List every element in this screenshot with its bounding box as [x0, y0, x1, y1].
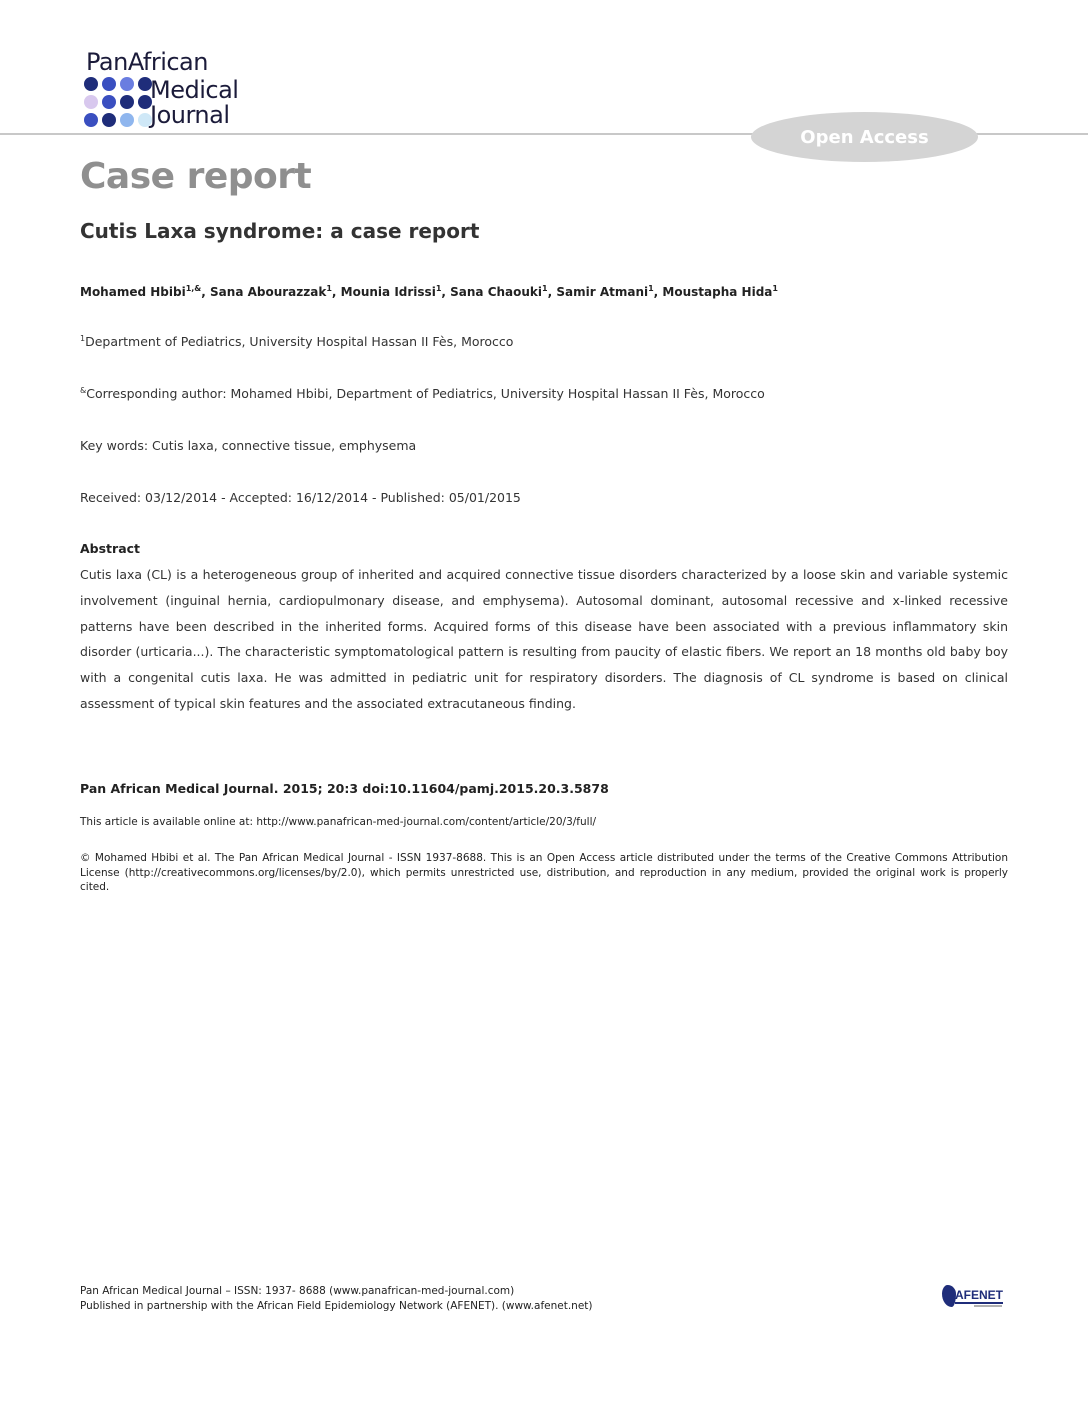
afenet-tagline-mark: [974, 1305, 1002, 1307]
author-affiliation-marker: 1: [648, 284, 654, 293]
author-name: Sana Chaouki: [450, 285, 543, 299]
logo-dot: [120, 95, 134, 109]
logo-dot: [84, 113, 98, 127]
author-name: Samir Atmani: [556, 285, 649, 299]
author-affiliation-marker: 1: [772, 284, 778, 293]
author-list: Mohamed Hbibi$^{1,\&}$, Sana Abourazzak$^1$, Mounia Idrissi$^1$, Sana Chaouki$^1$, Samir Atmani$^1$, Moustapha Hida$^1$: [80, 284, 778, 299]
author-affiliation-marker: 1: [435, 284, 442, 293]
online-availability: This article is available online at: http://www.panafrican-med-journal.com/content/article/20/3/full/: [80, 816, 597, 828]
footer-partnership: Published in partnership with the African Field Epidemiology Network (AFENET). (www.afenet.net): [80, 1300, 593, 1312]
footer-issn: Pan African Medical Journal – ISSN: 1937- 8688 (www.panafrican-med-journal.com): [80, 1285, 515, 1297]
logo-dot: [102, 95, 116, 109]
author-name: Sana Abourazzak: [210, 285, 327, 299]
author-name: Moustapha Hida: [662, 285, 773, 299]
logo-dot: [120, 77, 134, 91]
author-affiliation-marker: 1: [542, 284, 548, 293]
abstract-body: Cutis laxa (CL) is a heterogeneous group of inherited and acquired connective tissue disorders characterized by a loose skin and variable systemic involvement (inguinal hernia, cardiopulmonary disease, and emphysema). Autosomal dominant, autosomal recessive and x-linked recessive patterns have been described in the inherited forms. Acquired forms of this disease have been associated with a previous inflammatory skin disorder (urticaria...). The characteristic symptomatological pattern is resulting from paucity of elastic fibers. We report an 18 months old baby boy with a congenital cutis laxa. He was admitted in pediatric unit for respiratory disorders. The diagnosis of CL syndrome is based on clinical assessment of typical skin features and the associated extracutaneous finding.: [80, 567, 1008, 711]
open-access-badge: Open Access: [751, 112, 978, 162]
logo-dot: [84, 77, 98, 91]
citation: Pan African Medical Journal. 2015; 20:3 doi:10.11604/pamj.2015.20.3.5878: [80, 781, 609, 796]
license-notice: © Mohamed Hbibi et al. The Pan African Medical Journal - ISSN 1937-8688. This is an Open Access article distributed under the terms of the Creative Commons Attribution License (http://creativecommons.org/licenses/by/2.0), which permits unrestricted use, distribution, and reproduction in any medium, provided the original work is properly cited.: [80, 852, 1008, 893]
logo-word-journal: Journal: [150, 101, 230, 129]
section-label: Case report: [80, 156, 312, 197]
affiliation-marker: 1: [80, 334, 86, 343]
corresponding-author: [80, 386, 765, 401]
afenet-logo: [942, 1285, 1008, 1311]
journal-logo: [84, 48, 274, 128]
author-name: Mohamed Hbibi: [80, 285, 186, 299]
affiliation: [80, 334, 513, 349]
publication-dates: Received: 03/12/2014 - Accepted: 16/12/2014 - Published: 05/01/2015: [80, 490, 521, 505]
corresponding-text: Corresponding author: Mohamed Hbibi, Department of Pediatrics, University Hospital Hassan II Fès, Morocco: [86, 386, 765, 402]
keywords: Key words: Cutis laxa, connective tissue, emphysema: [80, 438, 417, 453]
abstract-heading: Abstract: [80, 541, 141, 556]
page-footer: [80, 1284, 593, 1314]
afenet-logo-text: AFENET: [955, 1288, 1003, 1302]
logo-word-panafrican: PanAfrican: [86, 48, 208, 76]
logo-dot-grid: [84, 77, 153, 128]
affiliation-text: Department of Pediatrics, University Hospital Hassan II Fès, Morocco: [85, 334, 514, 350]
author-affiliation-marker: 1,&: [185, 284, 202, 293]
logo-dot: [84, 95, 98, 109]
logo-dot: [102, 113, 116, 127]
logo-dot: [102, 77, 116, 91]
africa-map-icon: [942, 1285, 956, 1307]
corresponding-marker: &: [80, 386, 87, 395]
logo-dot: [120, 113, 134, 127]
article-title: Cutis Laxa syndrome: a case report: [80, 219, 480, 243]
author-affiliation-marker: 1: [326, 284, 332, 293]
logo-word-medical: Medical: [150, 76, 239, 104]
author-name: Mounia Idrissi: [340, 285, 436, 299]
